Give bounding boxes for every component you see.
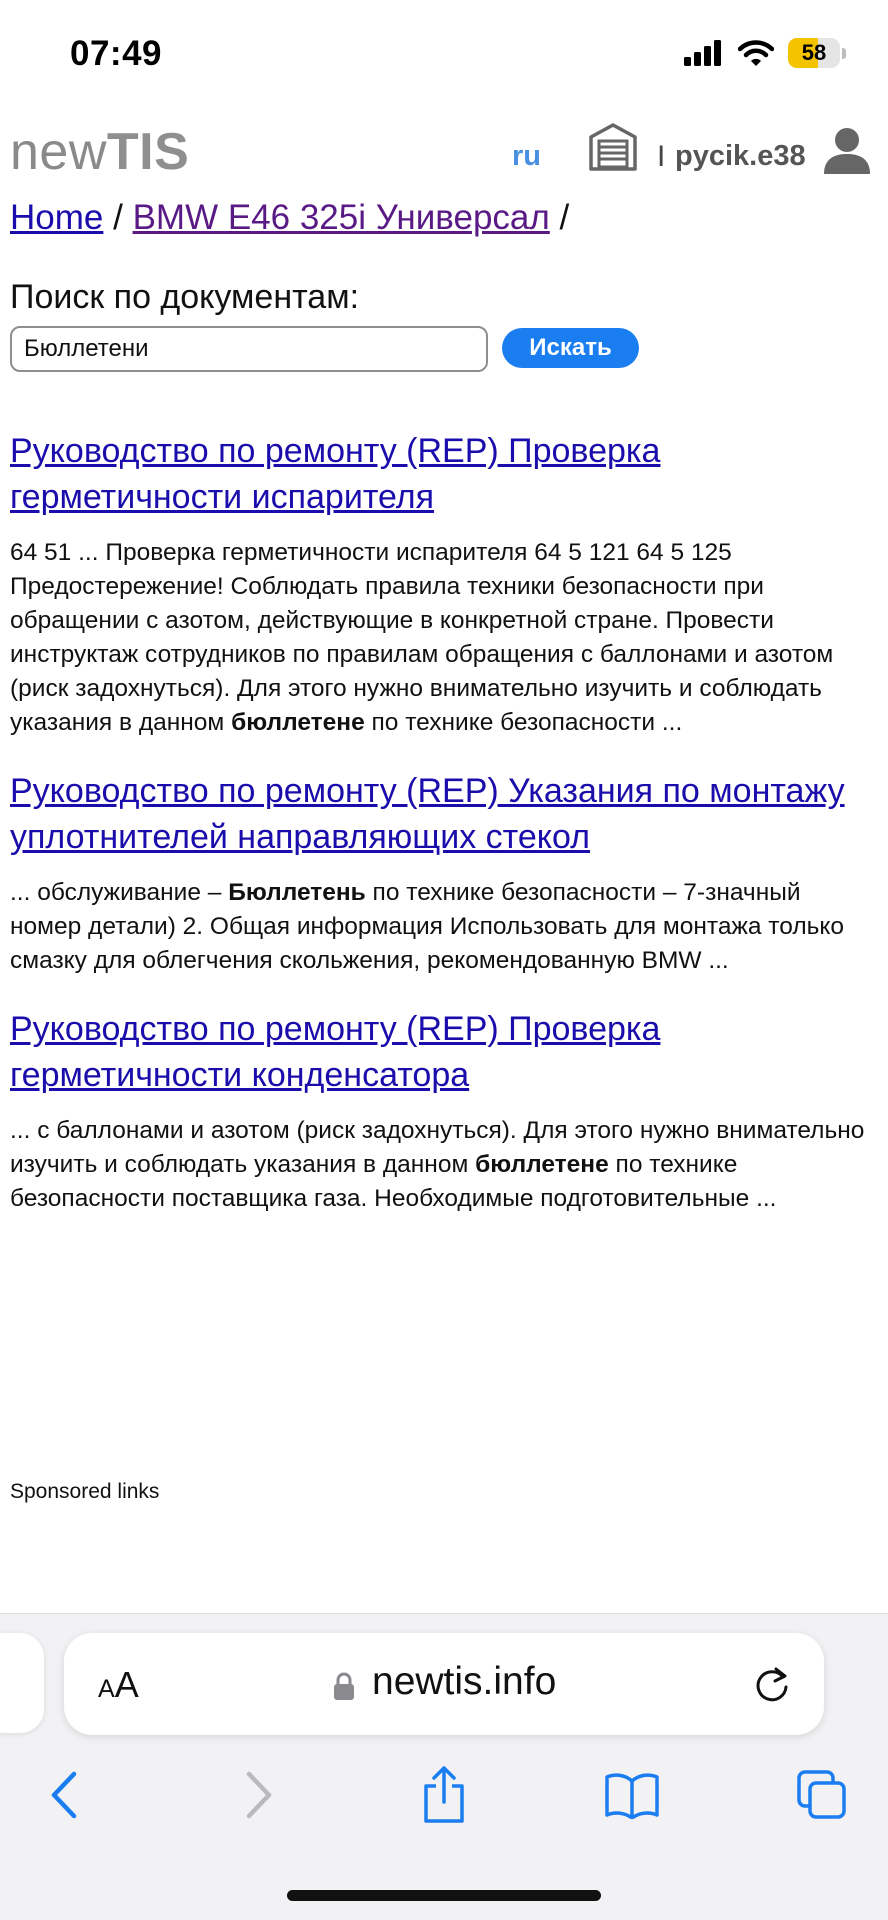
search-input[interactable] (10, 326, 488, 372)
garage-icon[interactable] (588, 122, 638, 172)
snippet-highlight: бюллетене (475, 1151, 609, 1178)
search-button[interactable]: Искать (502, 328, 639, 368)
tabs-button[interactable] (792, 1765, 852, 1825)
result-snippet: ... обслуживание – Бюллетень по технике безопасности – 7-значный номер детали) 2. Общая информация Использовать для монтажа только смазку для облегчения скольжения, рекомендованную BMW ... (10, 879, 845, 974)
status-icons (684, 38, 846, 68)
result-title-link[interactable]: Руководство по ремонту (REP) Проверка герметичности конденсатора (10, 1010, 661, 1094)
breadcrumb-separator: / (113, 198, 123, 237)
language-switch[interactable]: ru (512, 140, 541, 172)
breadcrumb (10, 198, 569, 238)
logo-light: new (10, 123, 107, 181)
result-snippet: 64 51 ... Проверка герметичности испарителя 64 5 121 64 5 125 Предостережение! Соблюдать правила техники безопасности при обращении с азотом, действующие в конкретной стране. Провести инструктаж сотрудников по правилам обращения с баллонами и азотом (риск задохнуться). Для этого нужно внимательно изучить и соблюдать указания в данном бюллетене по технике безопасности ... (10, 539, 834, 736)
share-button[interactable] (414, 1765, 474, 1825)
battery-cap (842, 48, 846, 59)
forward-icon (237, 1770, 277, 1820)
battery-percent: 58 (801, 40, 827, 65)
battery-icon (788, 38, 840, 68)
snippet-highlight: бюллетене (231, 709, 365, 736)
back-button[interactable] (36, 1765, 96, 1825)
result-snippet: ... с баллонами и азотом (риск задохнуться). Для этого нужно внимательно изучить и соблюдать указания в данном бюллетене по технике безопасности поставщика газа. Необходимые подготовительные ... (10, 1117, 865, 1212)
reload-icon[interactable] (752, 1664, 792, 1704)
back-icon (46, 1770, 86, 1820)
share-icon (419, 1766, 469, 1824)
breadcrumb-home-link[interactable]: Home (10, 198, 104, 237)
logo-bold: TIS (106, 123, 190, 181)
site-logo[interactable] (10, 122, 189, 182)
wifi-icon (738, 40, 774, 67)
bookmarks-button[interactable] (602, 1765, 662, 1825)
result-item (10, 768, 878, 978)
result-title-link[interactable]: Руководство по ремонту (REP) Проверка герметичности испарителя (10, 432, 661, 516)
result-item (10, 1006, 878, 1216)
header-separator: I (657, 140, 666, 173)
lock-icon (333, 1672, 355, 1700)
result-title-link[interactable]: Руководство по ремонту (REP) Указания по монтажу уплотнителей направляющих стекол (10, 772, 845, 856)
sponsored-links-label: Sponsored links (10, 1480, 160, 1503)
forward-button[interactable] (227, 1765, 287, 1825)
url-text[interactable]: newtis.info (372, 1660, 557, 1703)
user-icon[interactable] (822, 126, 872, 176)
breadcrumb-model-link[interactable]: BMW E46 325i Универсал (132, 198, 550, 237)
signal-icon (684, 40, 724, 66)
previous-tab-preview[interactable] (0, 1633, 44, 1733)
status-time: 07:49 (70, 34, 163, 73)
breadcrumb-separator: / (559, 198, 570, 237)
search-label: Поиск по документам: (10, 278, 360, 316)
user-name[interactable]: pycik.e38 (675, 140, 806, 172)
snippet-highlight: Бюллетень (228, 879, 366, 906)
reader-text-size-button[interactable]: AA (98, 1664, 139, 1705)
result-item (10, 428, 878, 740)
bookmarks-icon (604, 1771, 660, 1819)
search-results (10, 428, 878, 1244)
tabs-icon (796, 1769, 848, 1821)
home-indicator (287, 1890, 601, 1901)
